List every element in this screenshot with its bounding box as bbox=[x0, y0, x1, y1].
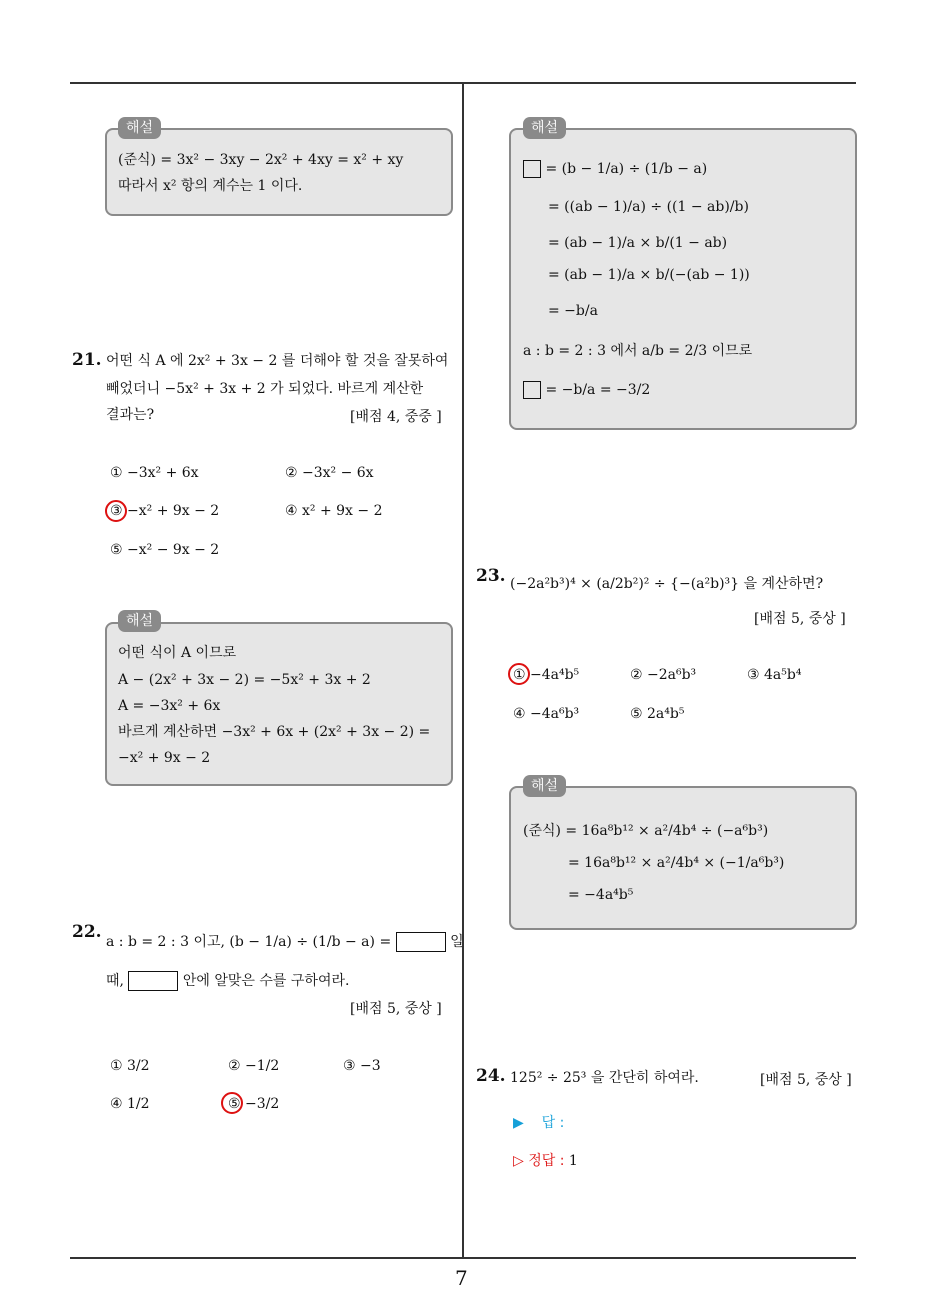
q20-solution-line-2: 따라서 x² 항의 계수는 1 이다. bbox=[118, 178, 303, 194]
correct-arrow-icon: ▷ bbox=[513, 1153, 524, 1169]
q22-answer-mark bbox=[221, 1092, 243, 1114]
q20-solution-box bbox=[105, 128, 453, 216]
q23-solution-line-2: = 16a⁸b¹² × a²/4b⁴ × (−1/a⁶b³) bbox=[568, 855, 785, 871]
q22-solution-line-1 bbox=[523, 160, 707, 178]
q22-solution-blank bbox=[523, 160, 541, 178]
q22-solution-line-7-text: = −b/a = −3/2 bbox=[545, 382, 651, 398]
q24-answer-row bbox=[513, 1112, 564, 1132]
q24-correct-label: 정답 : bbox=[528, 1153, 565, 1169]
q23-meta: [배점 5, 중상 ] bbox=[754, 611, 846, 627]
q24-answer-label: 답 : bbox=[541, 1115, 565, 1131]
q22-text-line-2-end: 안에 알맞은 수를 구하여라. bbox=[182, 973, 350, 989]
q22-solution-line-4: = (ab − 1)/a × b/(−(ab − 1)) bbox=[548, 267, 750, 283]
center-divider bbox=[462, 84, 464, 1258]
q22-text-line-1-end: 일 bbox=[450, 934, 464, 950]
q22-solution-line-2: = ((ab − 1)/a) ÷ ((1 − ab)/b) bbox=[548, 199, 749, 215]
q23-answer-mark bbox=[508, 663, 530, 685]
q22-solution-line-5: = −b/a bbox=[548, 303, 598, 319]
q23-option-4[interactable]: ④ −4a⁶b³ bbox=[513, 706, 580, 722]
q22-blank-box bbox=[396, 932, 446, 952]
q21-option-5[interactable]: ⑤ −x² − 9x − 2 bbox=[110, 542, 220, 558]
q21-option-1[interactable]: ① −3x² + 6x bbox=[110, 465, 199, 481]
q23-option-5[interactable]: ⑤ 2a⁴b⁵ bbox=[630, 706, 685, 722]
page-number: 7 bbox=[455, 1266, 468, 1290]
q21-solution-tag: 해설 bbox=[118, 610, 161, 632]
q20-solution-line-1: (준식) = 3x² − 3xy − 2x² + 4xy = x² + xy bbox=[118, 152, 404, 168]
q22-option-3[interactable]: ③ −3 bbox=[343, 1058, 381, 1074]
q21-text-line-1: 어떤 식 A 에 2x² + 3x − 2 를 더해야 할 것을 잘못하여 bbox=[106, 353, 449, 369]
q22-solution-line-3: = (ab − 1)/a × b/(1 − ab) bbox=[548, 235, 728, 251]
q21-option-3[interactable]: ③ −x² + 9x − 2 bbox=[110, 503, 220, 519]
q22-text-line-2-start: 때, bbox=[106, 973, 124, 989]
q24-text: 125² ÷ 25³ 을 간단히 하여라. bbox=[510, 1070, 699, 1086]
q20-solution-tag: 해설 bbox=[118, 117, 161, 139]
answer-arrow-icon: ▶ bbox=[513, 1115, 524, 1131]
q21-option-4[interactable]: ④ x² + 9x − 2 bbox=[285, 503, 383, 519]
q22-option-1[interactable]: ① 3/2 bbox=[110, 1058, 150, 1074]
q22-option-4[interactable]: ④ 1/2 bbox=[110, 1096, 150, 1112]
q23-solution-line-3: = −4a⁴b⁵ bbox=[568, 887, 634, 903]
q22-text-line-1-main: a : b = 2 : 3 이고, (b − 1/a) ÷ (1/b − a) = bbox=[106, 934, 392, 950]
q24-number: 24. bbox=[476, 1066, 506, 1086]
bottom-rule bbox=[70, 1257, 856, 1259]
q21-solution-line-1: 어떤 식이 A 이므로 bbox=[118, 645, 237, 661]
q22-solution-line-6: a : b = 2 : 3 에서 a/b = 2/3 이므로 bbox=[523, 343, 753, 359]
q22-text-line-1 bbox=[106, 932, 464, 952]
q23-option-3[interactable]: ③ 4a⁵b⁴ bbox=[747, 667, 802, 683]
q21-text-line-3: 결과는? bbox=[106, 407, 155, 423]
q22-blank-box-2 bbox=[128, 971, 178, 991]
q23-option-1[interactable]: ① −4a⁴b⁵ bbox=[513, 667, 580, 683]
q23-solution-line-1: (준식) = 16a⁸b¹² × a²/4b⁴ ÷ (−a⁶b³) bbox=[523, 823, 769, 839]
q22-option-5[interactable]: ⑤ −3/2 bbox=[228, 1096, 280, 1112]
q24-correct-value: 1 bbox=[568, 1153, 578, 1169]
q23-number: 23. bbox=[476, 566, 506, 586]
q23-option-2[interactable]: ② −2a⁶b³ bbox=[630, 667, 697, 683]
q21-text-line-2: 빼었더니 −5x² + 3x + 2 가 되었다. 바르게 계산한 bbox=[106, 381, 424, 397]
q21-solution-line-4: 바르게 계산하면 −3x² + 6x + (2x² + 3x − 2) = bbox=[118, 724, 431, 740]
q21-meta: [배점 4, 중중 ] bbox=[350, 409, 442, 425]
q22-option-2[interactable]: ② −1/2 bbox=[228, 1058, 280, 1074]
q24-correct-row bbox=[513, 1150, 578, 1170]
q22-text-line-2 bbox=[106, 971, 349, 991]
q22-meta: [배점 5, 중상 ] bbox=[350, 1001, 442, 1017]
q22-number: 22. bbox=[72, 922, 102, 942]
q21-option-2[interactable]: ② −3x² − 6x bbox=[285, 465, 374, 481]
q23-text: (−2a²b³)⁴ × (a/2b²)² ÷ {−(a²b)³} 을 계산하면? bbox=[510, 576, 824, 592]
q21-solution-line-5: −x² + 9x − 2 bbox=[118, 750, 211, 766]
q24-meta: [배점 5, 중상 ] bbox=[760, 1072, 852, 1088]
q23-solution-tag: 해설 bbox=[523, 775, 566, 797]
q22-solution-blank-2 bbox=[523, 381, 541, 399]
q22-solution-line-1-text: = (b − 1/a) ÷ (1/b − a) bbox=[545, 161, 708, 177]
q21-solution-line-2: A − (2x² + 3x − 2) = −5x² + 3x + 2 bbox=[118, 672, 371, 688]
q21-answer-mark bbox=[105, 500, 127, 522]
q22-solution-tag: 해설 bbox=[523, 117, 566, 139]
q21-number: 21. bbox=[72, 350, 102, 370]
q21-solution-line-3: A = −3x² + 6x bbox=[118, 698, 221, 714]
q22-solution-line-7 bbox=[523, 381, 650, 399]
